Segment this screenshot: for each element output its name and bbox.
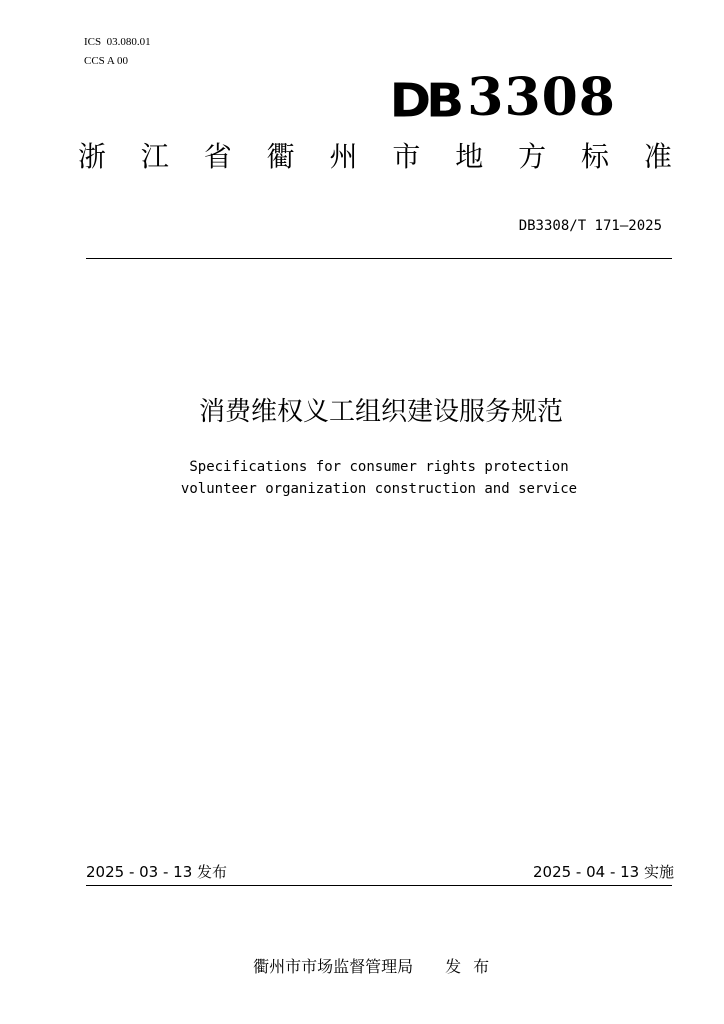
standard-logo bbox=[389, 62, 616, 128]
ics-code: ICS 03.080.01 bbox=[84, 36, 151, 48]
title-char: 方 bbox=[518, 140, 547, 173]
logo-prefix: DB bbox=[389, 74, 460, 128]
implementation-date: 2025 - 04 - 13 实施 bbox=[532, 863, 674, 881]
document-title-english-line1: Specifications for consumer rights protection bbox=[189, 459, 569, 475]
logo-number: 3308 bbox=[467, 67, 616, 128]
standard-category-title bbox=[78, 140, 672, 174]
document-title-english-line2: volunteer organization construction and service bbox=[180, 481, 578, 497]
document-title-chinese: 消费维权义工组织建设服务规范 bbox=[198, 397, 563, 427]
title-char: 衢 bbox=[266, 140, 295, 173]
issue-date: 2025 - 03 - 13 发布 bbox=[86, 863, 228, 881]
document-number: DB3308/T 171—2025 bbox=[518, 218, 662, 234]
issuer-line bbox=[0, 934, 724, 978]
title-char: 标 bbox=[581, 140, 610, 173]
top-divider bbox=[86, 258, 672, 259]
issuer-name: 衢州市市场监督管理局 bbox=[253, 957, 414, 976]
bottom-divider bbox=[86, 885, 672, 886]
ccs-code: CCS A 00 bbox=[84, 55, 129, 67]
title-char: 地 bbox=[455, 140, 484, 173]
title-char: 准 bbox=[643, 140, 672, 173]
title-char: 州 bbox=[329, 140, 358, 173]
issuer-action: 发布 bbox=[445, 957, 502, 976]
title-char: 江 bbox=[140, 140, 169, 173]
title-char: 市 bbox=[392, 140, 421, 173]
title-char: 浙 bbox=[78, 140, 107, 173]
title-char: 省 bbox=[203, 140, 232, 173]
